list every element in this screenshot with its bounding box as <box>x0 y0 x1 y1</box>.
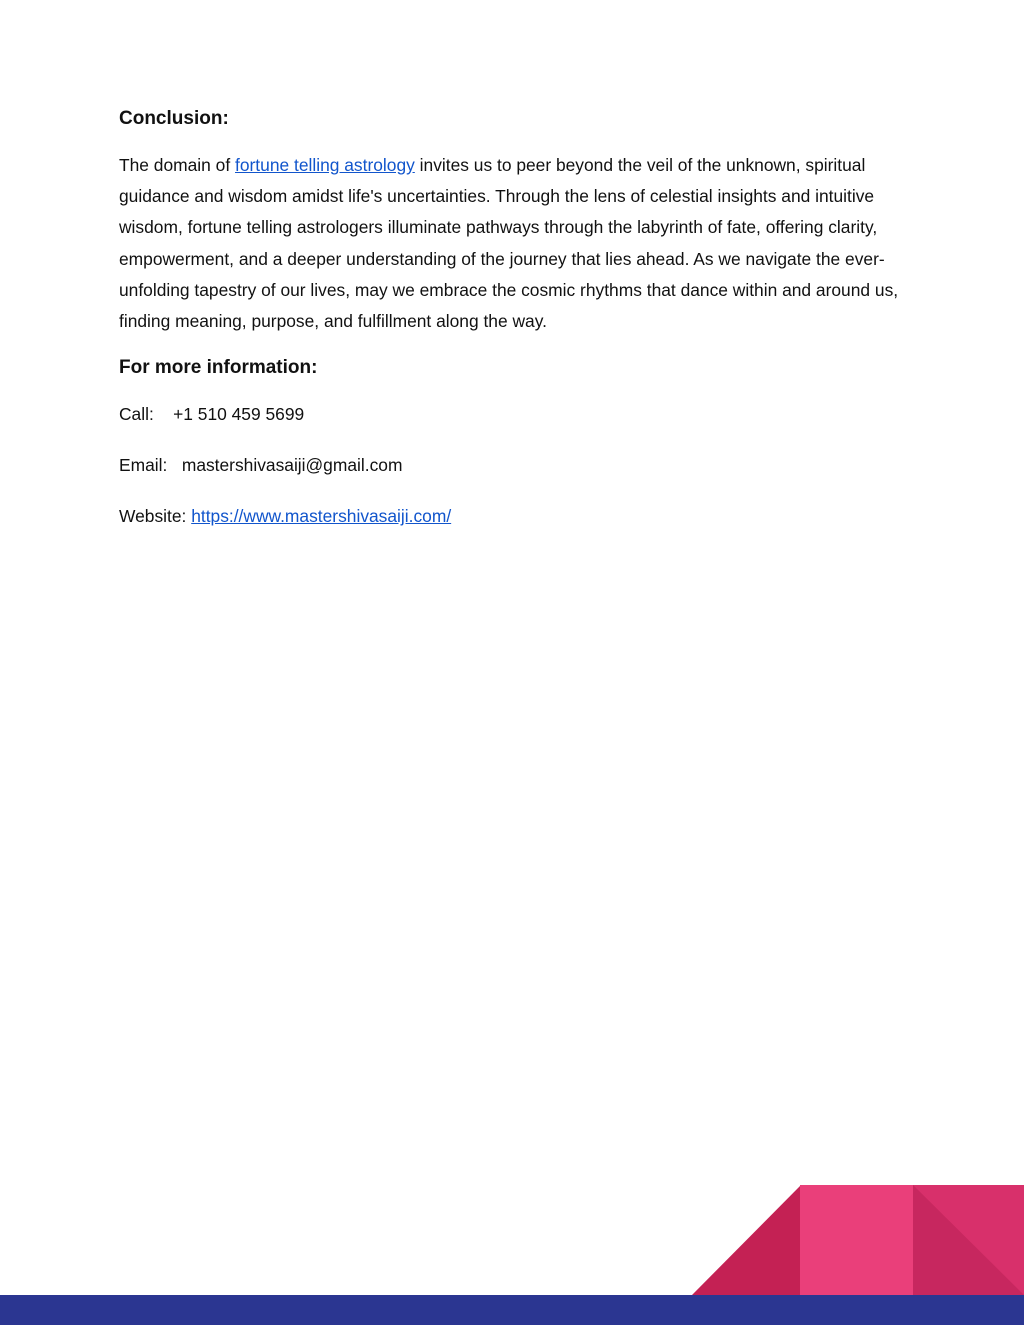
fortune-telling-astrology-link[interactable]: fortune telling astrology <box>235 155 415 175</box>
email-label: Email: <box>119 455 168 476</box>
website-line <box>119 501 909 531</box>
call-line <box>119 399 909 429</box>
email-value: mastershivasaiji@gmail.com <box>181 455 403 476</box>
email-line <box>119 450 909 480</box>
conclusion-text-rest: invites us to peer beyond the veil of the unknown, spiritual guidance and wisdom amidst life's uncertainties. Through the lens of celestial insights and intuitive wisdom, fortune telling astrologers illuminate pathways through the labyrinth of fate, offering clarity, empowerment, and a deeper understanding of the journey that lies ahead. As we navigate the ever-unfolding tapestry of our lives, may we embrace the cosmic rhythms that dance within and around us, finding meaning, purpose, and fulfillment along the way. <box>119 155 899 332</box>
conclusion-text-start: The domain of <box>119 155 236 175</box>
document-body <box>119 104 909 531</box>
pink-square-shape <box>800 1185 914 1295</box>
footer-decoration <box>0 1185 1024 1325</box>
conclusion-heading: Conclusion: <box>119 108 229 129</box>
website-link[interactable]: https://www.mastershivasaiji.com/ <box>191 506 452 527</box>
website-label: Website: <box>119 506 187 527</box>
conclusion-paragraph <box>119 150 909 337</box>
more-info-heading: For more information: <box>119 357 318 379</box>
navy-footer-bar <box>0 1295 1024 1325</box>
call-label: Call: <box>119 404 154 425</box>
crimson-triangle-shape <box>692 1185 801 1295</box>
call-value: +1 510 459 5699 <box>173 404 305 425</box>
